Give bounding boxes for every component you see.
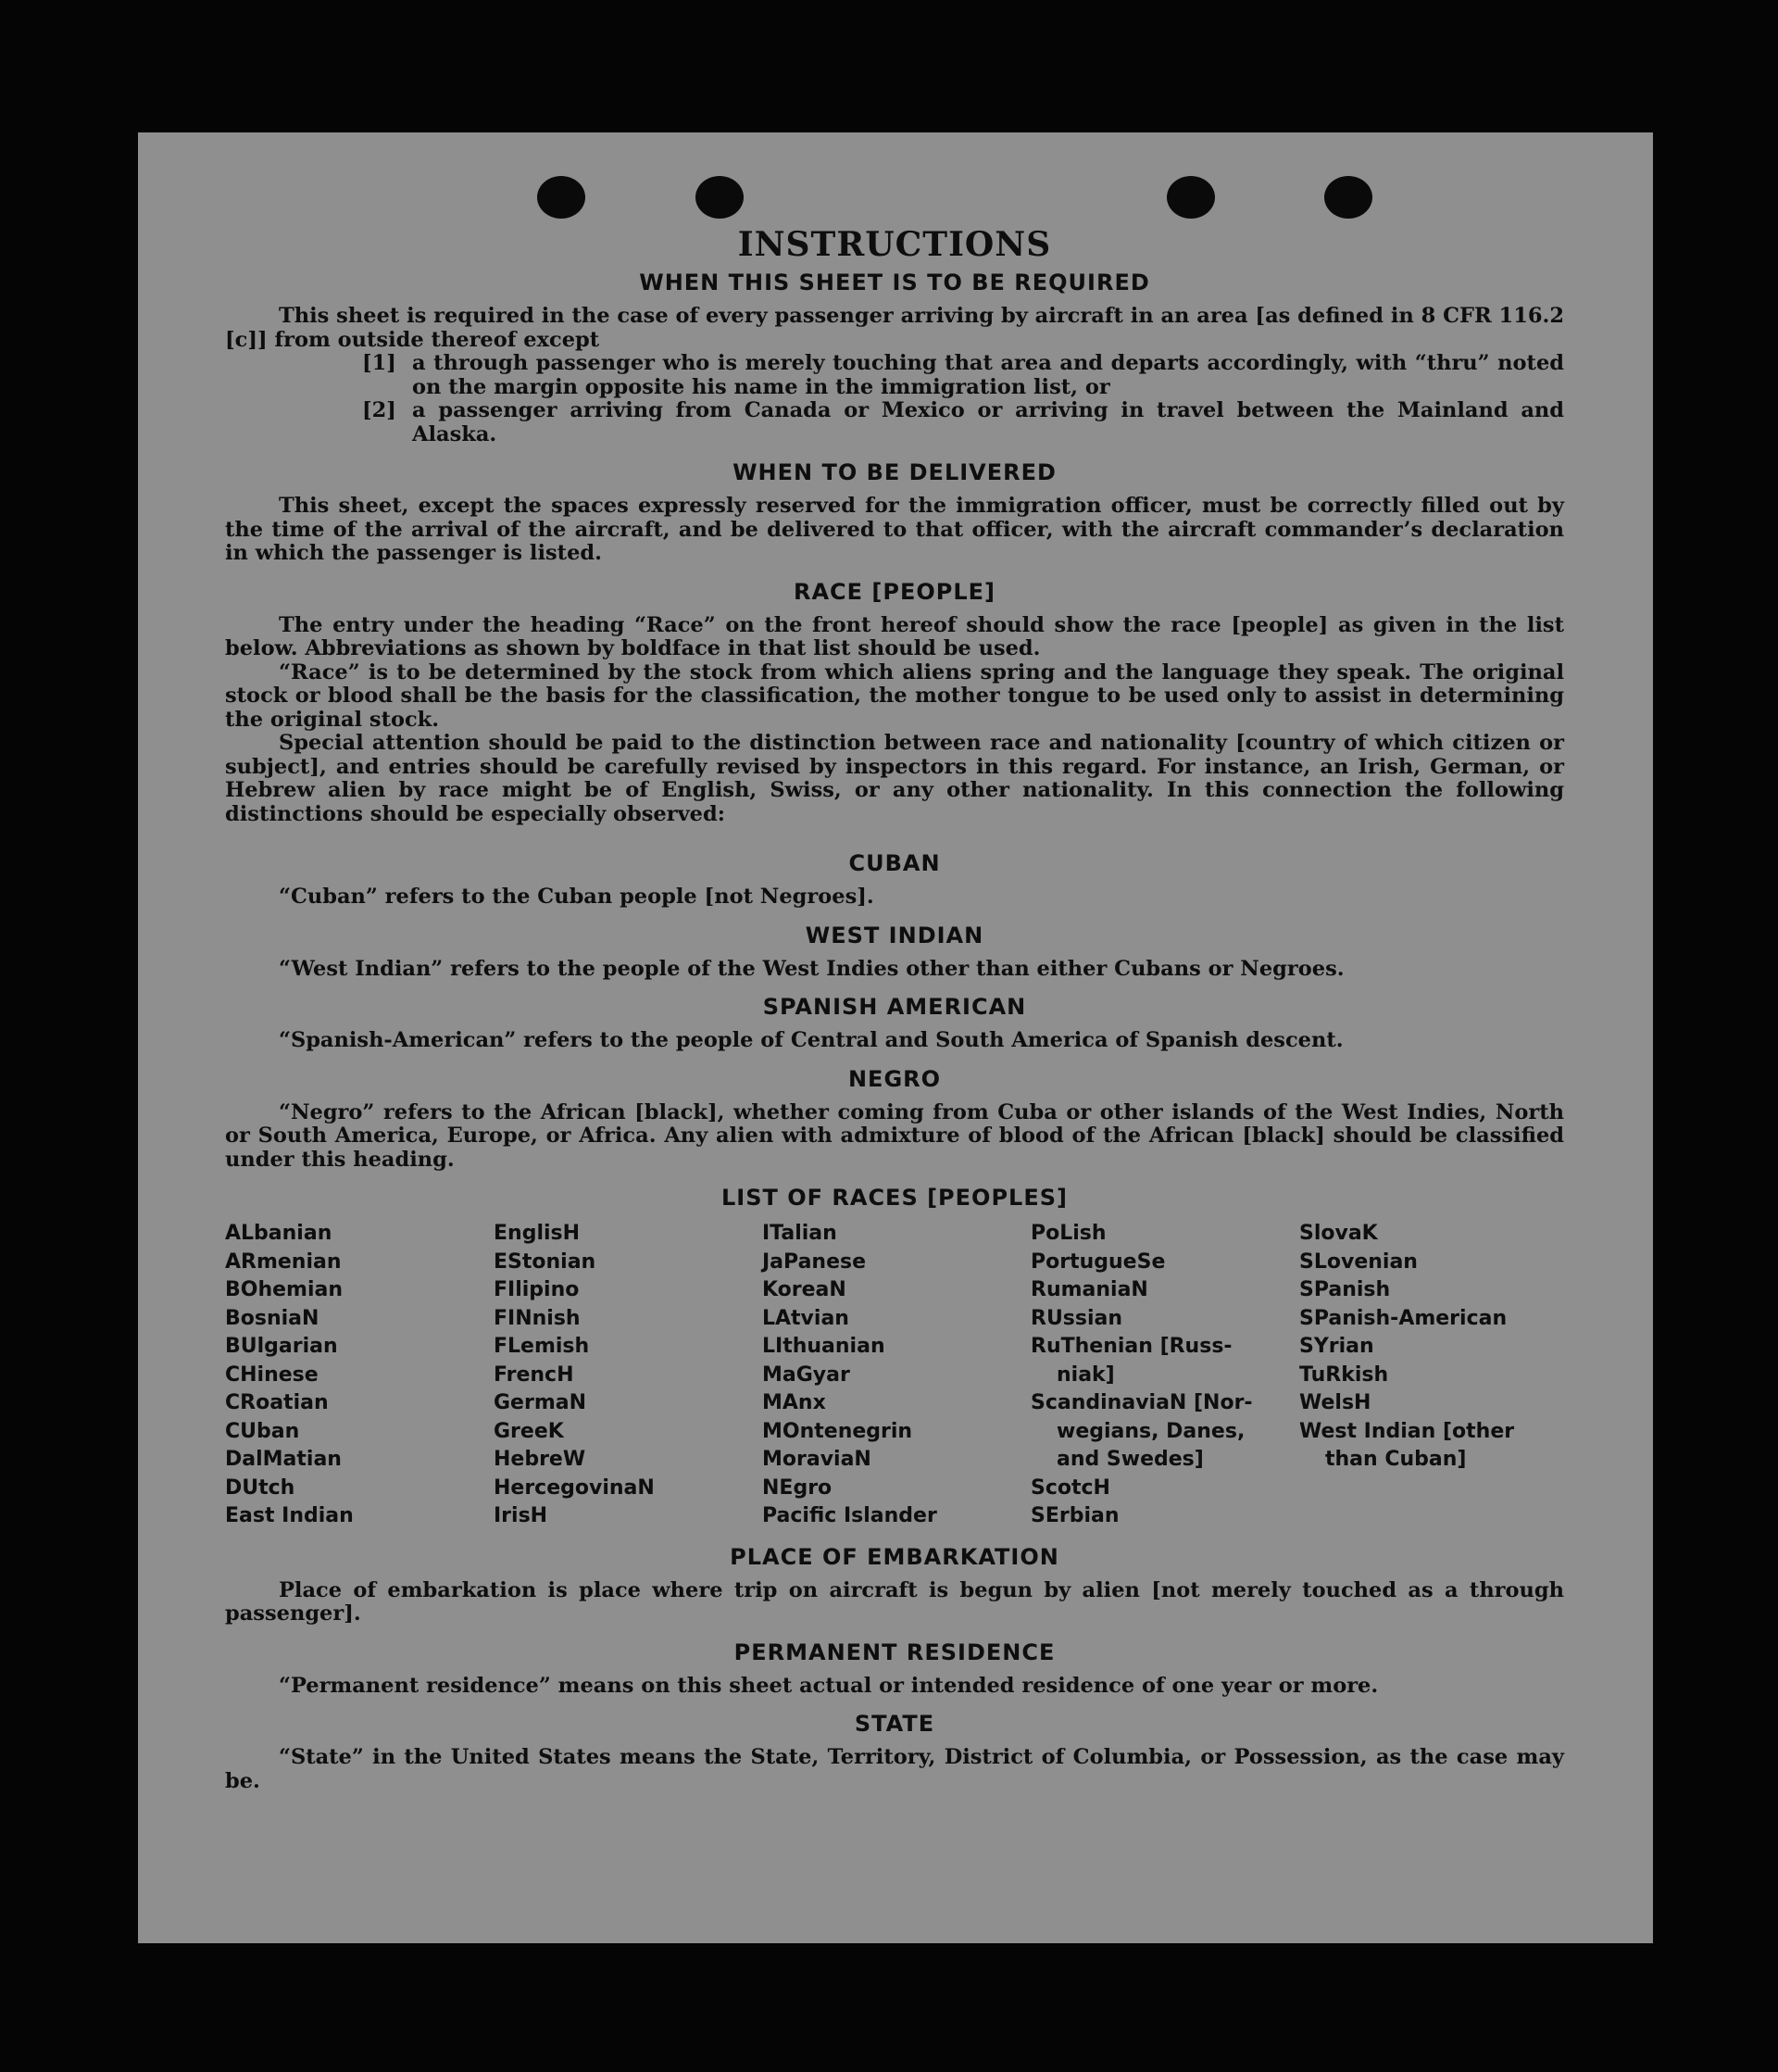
state-text: “State” in the United States means the State, Territory, District of Columbia, or Possession, as the case may be. xyxy=(225,1745,1564,1793)
race-item: RumaniaN xyxy=(1031,1278,1148,1301)
race-item: GreeK xyxy=(494,1419,564,1443)
race-item: FINnish xyxy=(494,1306,581,1330)
race-item-continued: niak] xyxy=(1057,1362,1115,1387)
race-item: DalMatian xyxy=(225,1448,342,1471)
heading-delivered: WHEN TO BE DELIVERED xyxy=(732,459,1057,485)
page-title: INSTRUCTIONS xyxy=(737,225,1052,264)
race-item: LIthuanian xyxy=(762,1335,885,1358)
race-item: MaGyar xyxy=(762,1362,850,1387)
race-item: PoLish xyxy=(1031,1222,1107,1245)
race-item: ScandinaviaN [Nor- xyxy=(1031,1391,1253,1414)
race-item: ALbanian xyxy=(225,1222,332,1245)
race-item: CHinese xyxy=(225,1362,319,1387)
heading-west-indian: WEST INDIAN xyxy=(805,922,984,948)
race-item: IrisH xyxy=(494,1504,548,1527)
race-item: BosniaN xyxy=(225,1306,319,1330)
punch-hole-3 xyxy=(1167,176,1215,219)
race-item: FIlipino xyxy=(494,1278,580,1301)
race-item: MoraviaN xyxy=(762,1448,871,1471)
punch-hole-2 xyxy=(695,176,744,219)
races-list xyxy=(225,1220,1564,1531)
race-item: ITalian xyxy=(762,1222,837,1245)
race-item: LAtvian xyxy=(762,1306,849,1330)
heading-cuban: CUBAN xyxy=(848,850,941,876)
race-item: KoreaN xyxy=(762,1278,846,1301)
race-item: WelsH xyxy=(1299,1391,1371,1414)
race-item: NEgro xyxy=(762,1476,833,1500)
race-item: FLemish xyxy=(494,1335,590,1358)
race-item: EnglisH xyxy=(494,1222,581,1245)
delivered-text: This sheet, except the spaces expressly reserved for the immigration officer, must be correctly filled out by the time of the arrival of the aircraft, and be delivered to that officer, with the aircraft commander’s declaration in which the passenger is listed. xyxy=(225,494,1564,565)
required-intro: This sheet is required in the case of every passenger arriving by aircraft in an area [as defined in 8 CFR 116.2 [c]] from outside thereof except xyxy=(225,304,1564,352)
races-column-1 xyxy=(225,1220,494,1531)
race-item-continued: and Swedes] xyxy=(1057,1448,1204,1471)
heading-required: WHEN THIS SHEET IS TO BE REQUIRED xyxy=(639,270,1150,295)
punch-hole-4 xyxy=(1324,176,1372,219)
race-item: SlovaK xyxy=(1299,1222,1378,1245)
document-sheet xyxy=(138,132,1653,1943)
race-item: CUban xyxy=(225,1419,300,1443)
race-item: ScotcH xyxy=(1031,1476,1110,1500)
race-item: HebreW xyxy=(494,1448,586,1471)
item-text: a passenger arriving from Canada or Mexico or arriving in travel between the Mainland and Alaska. xyxy=(412,398,1564,446)
instructions-content xyxy=(225,225,1564,1793)
heading-race: RACE [PEOPLE] xyxy=(793,578,996,605)
heading-embarkation: PLACE OF EMBARKATION xyxy=(730,1543,1059,1570)
race-item: Pacific Islander xyxy=(762,1504,937,1527)
spanish-american-text: “Spanish-American” refers to the people of Central and South America of Spanish descent. xyxy=(279,1028,1344,1052)
heading-state: STATE xyxy=(854,1711,935,1737)
race-item: SLovenian xyxy=(1299,1249,1418,1274)
race-item: TuRkish xyxy=(1299,1362,1389,1387)
residence-text: “Permanent residence” means on this sheet actual or intended residence of one year or more. xyxy=(279,1673,1379,1698)
heading-races-list: LIST OF RACES [PEOPLES] xyxy=(721,1185,1068,1211)
races-column-3 xyxy=(762,1220,1031,1531)
race-item: DUtch xyxy=(225,1476,295,1500)
race-item: PortugueSe xyxy=(1031,1249,1166,1274)
race-item: West Indian [other xyxy=(1299,1419,1515,1443)
race-paragraph-2: “Race” is to be determined by the stock from which aliens spring and the language they speak. The original stock or blood shall be the basis for the classification, the mother tongue to be used only to assist in determining the original stock. xyxy=(225,659,1564,732)
embarkation-text: Place of embarkation is place where trip on aircraft is begun by alien [not merely touched as a through passenger]. xyxy=(225,1577,1564,1626)
heading-spanish-american: SPANISH AMERICAN xyxy=(762,994,1027,1020)
punch-hole-1 xyxy=(537,176,585,219)
race-item: SYrian xyxy=(1299,1335,1374,1358)
race-item: EStonian xyxy=(494,1249,596,1274)
item-number: [1] xyxy=(362,351,396,375)
item-number: [2] xyxy=(362,398,396,422)
cuban-text: “Cuban” refers to the Cuban people [not Negroes]. xyxy=(279,885,874,909)
item-text: a through passenger who is merely touching that area and departs accordingly, with “thru” noted on the margin opposite his name in the immigration list, or xyxy=(412,351,1564,399)
race-item: BUlgarian xyxy=(225,1335,338,1358)
race-item: RUssian xyxy=(1031,1306,1123,1330)
race-item: JaPanese xyxy=(762,1249,867,1274)
race-item: FrencH xyxy=(494,1362,574,1387)
race-item: RuThenian [Russ- xyxy=(1031,1335,1233,1358)
race-item: SErbian xyxy=(1031,1504,1120,1527)
race-paragraph-1: The entry under the heading “Race” on the front hereof should show the race [people] as given in the list below. Abbreviations as shown by boldface in that list should be used. xyxy=(225,612,1564,660)
race-item: SPanish xyxy=(1299,1278,1391,1301)
race-item: East Indian xyxy=(225,1504,354,1527)
race-paragraph-3: Special attention should be paid to the distinction between race and nationality [country of which citizen or subject], and entries should be carefully revised by inspectors in this regard. For instance, an Irish, German, or Hebrew alien by race might be of English, Swiss, or any other nationality. In this connection the following distinctions should be especially observed: xyxy=(225,731,1564,826)
heading-residence: PERMANENT RESIDENCE xyxy=(733,1639,1056,1665)
race-item: HercegovinaN xyxy=(494,1476,655,1500)
race-item: CRoatian xyxy=(225,1391,329,1414)
races-column-4 xyxy=(1031,1220,1299,1531)
required-item-1 xyxy=(225,352,1564,399)
races-column-5 xyxy=(1299,1220,1564,1531)
race-item: GermaN xyxy=(494,1391,587,1414)
race-item: ARmenian xyxy=(225,1249,342,1274)
races-column-2 xyxy=(494,1220,762,1531)
west-indian-text: “West Indian” refers to the people of the West Indies other than either Cubans or Negroes. xyxy=(279,956,1345,981)
race-item: MAnx xyxy=(762,1391,826,1414)
required-item-2 xyxy=(225,399,1564,446)
negro-text: “Negro” refers to the African [black], whether coming from Cuba or other islands of the West Indies, North or South America, Europe, or Africa. Any alien with admixture of blood of the African [black] should be classified under this heading. xyxy=(225,1099,1564,1172)
race-item-continued: wegians, Danes, xyxy=(1057,1419,1246,1443)
race-item: MOntenegrin xyxy=(762,1419,913,1443)
race-item: BOhemian xyxy=(225,1278,344,1301)
race-item: SPanish-American xyxy=(1299,1306,1508,1330)
heading-negro: NEGRO xyxy=(847,1065,942,1092)
race-item-continued: than Cuban] xyxy=(1325,1448,1467,1471)
